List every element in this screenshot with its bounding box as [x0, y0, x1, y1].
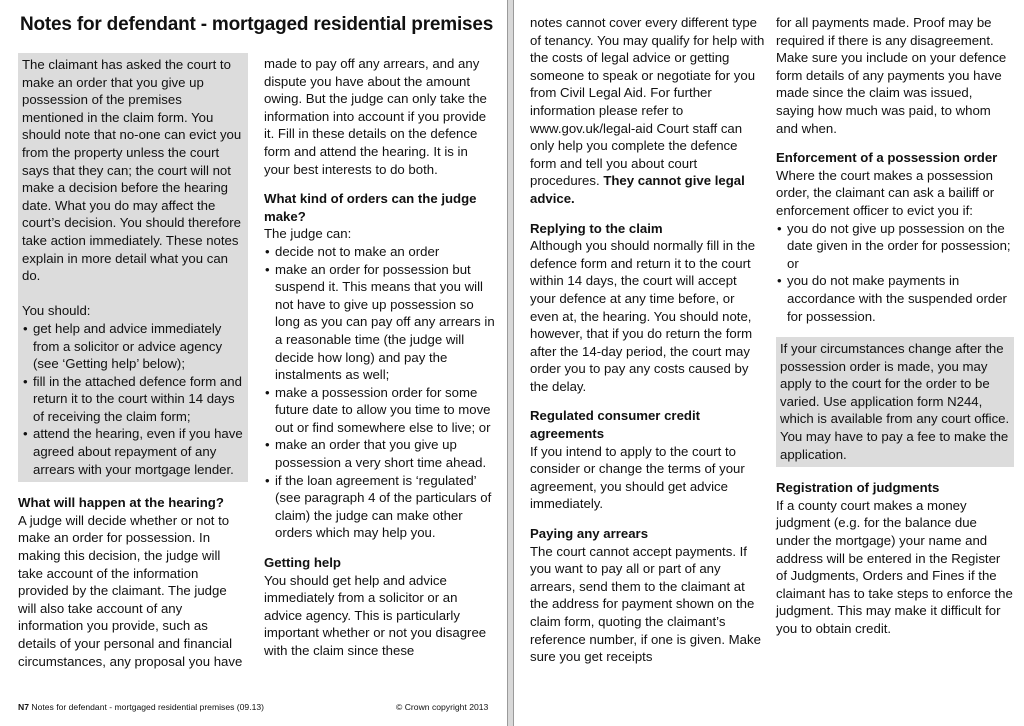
heading-paying-arrears: Paying any arrears — [530, 526, 649, 542]
heading-registration: Registration of judgments — [776, 480, 940, 496]
list-item: • if the loan agreement is ‘regulated’ (see paragraph 4 of the particulars of claim) the judge can make other orders which may help you. — [264, 472, 496, 542]
page-title: Notes for defendant - mortgaged residential premises — [20, 14, 494, 35]
enforcement-list — [776, 220, 1014, 326]
column-4 — [776, 14, 1014, 638]
right-page — [513, 0, 1024, 726]
list-item: • decide not to make an order — [264, 243, 496, 261]
heading-orders: What kind of orders can the judge make? — [264, 191, 477, 224]
heading-enforcement: Enforcement of a possession order — [776, 150, 998, 166]
form-code: N7 — [18, 702, 29, 712]
registration-text: If a county court makes a money judgment (e.g. for the balance due under the mortgage) your name and address will be entered in the Register of Judgments, Orders and Fines if the claimant has to take steps to enforce the judgment. This may make it difficult for you to obtain credit. — [776, 497, 1013, 636]
column-2 — [264, 55, 496, 660]
judge-can-label: The judge can: — [264, 226, 352, 242]
legal-aid-text: notes cannot cover every different type of tenancy. You may qualify for help with the costs of legal advice or getting someone to speak or negotiate for you from Civil Legal Aid. For further information please refer to www.gov.uk/legal-aid Court staff can only help you complete the defence form and tell you about court procedures. — [530, 15, 765, 189]
left-page — [0, 0, 508, 726]
circumstances-change-text: If your circumstances change after the possession order is made, you may apply to the court for the order to be varied. Use application form N244, which is available from any court office. You may have to pay a fee to make the application. — [780, 341, 1010, 462]
intro-box — [18, 53, 248, 482]
heading-replying: Replying to the claim — [530, 220, 663, 236]
intro-text: The claimant has asked the court to make an order that you give up possession of the premises mentioned in the claim form. You should note that no-one can evict you from the property unless the court says that they can; the court will not make a decision before the hearing date. What you do may affect the court’s decision. You should therefore take action immediately. These notes explain in more detail what you can do. — [22, 57, 242, 284]
heading-consumer-credit: Regulated consumer credit agreements — [530, 408, 701, 442]
getting-help-text: You should get help and advice immediately from a solicitor or an advice agency. This is particularly important whether or not you disagree with the claim since these — [264, 572, 487, 658]
list-item: • attend the hearing, even if you have agreed about repayment of any arrears with your mortgage lender. — [22, 425, 244, 478]
column-1 — [18, 53, 248, 670]
list-item: • make an order for possession but suspend it. This means that you will not have to give up possession so long as you can pay off any arrears in a reasonable time (the judge will decide how long) and pay the instalments as well; — [264, 261, 496, 384]
you-should-label: You should: — [22, 303, 91, 319]
list-item: • you do not give up possession on the date given in the order for possession; or — [776, 220, 1014, 273]
orders-list — [264, 243, 496, 542]
enforcement-text: Where the court makes a possession order, the claimant can ask a bailiff or enforcement officer to evict you if: — [776, 167, 995, 218]
column-4-continued-text: for all payments made. Proof may be required if there is any disagreement. Make sure you include on your defence form details of any payments you have made since the claim was issued, saying how much was paid, to whom and when. — [776, 15, 1007, 136]
list-item: • fill in the attached defence form and return it to the court within 14 days of receiving the claim form; — [22, 373, 244, 426]
heading-hearing: What will happen at the hearing? — [18, 495, 224, 511]
list-item: • make an order that you give up possession a very short time ahead. — [264, 436, 496, 471]
column-3 — [530, 14, 766, 666]
you-should-list — [22, 320, 244, 478]
paying-arrears-text: The court cannot accept payments. If you want to pay all or part of any arrears, send them to the claimant at the address for payment shown on the claim form, quoting the claimant’s reference number, if one is given. Make sure you get receipts — [530, 543, 761, 665]
replying-text: Although you should normally fill in the defence form and return it to the court within 14 days, the court will accept your defence at any time before, or even at, the hearing. You should note, however, that if you do return the form after the 14-day period, the court may order you to pay any costs caused by the delay. — [530, 238, 756, 394]
consumer-credit-text: If you intend to apply to the court to consider or change the terms of your agreement, you should get advice immediately. — [530, 443, 745, 512]
footer-copyright: © Crown copyright 2013 — [396, 702, 489, 712]
column-2-continued-text: made to pay off any arrears, and any dispute you have about the amount owing. But the judge can only take the information into account if you provide it. Fill in these details on the defence form and attend the hearing. It is in your best interests to do both. — [264, 56, 487, 177]
hearing-text: A judge will decide whether or not to make an order for possession. In making this decision, the judge will take account of the information provided by the claimant. The judge will also take account of any information you provide, such as details of your personal and financial circumstances, any proposal you have — [18, 512, 243, 669]
footer-form-reference — [18, 702, 264, 712]
form-title: Notes for defendant - mortgaged residential premises (09.13) — [31, 702, 265, 712]
list-item: • get help and advice immediately from a solicitor or advice agency (see ‘Getting help’ below); — [22, 320, 244, 373]
list-item: • make a possession order for some future date to allow you time to move out or find somewhere else to live; or — [264, 384, 496, 437]
column-3-continued-text — [530, 14, 766, 208]
list-item: • you do not make payments in accordance with the suspended order for possession. — [776, 272, 1014, 325]
no-legal-advice-text: They cannot give legal advice. — [530, 173, 745, 206]
circumstances-change-box — [776, 337, 1014, 467]
heading-getting-help: Getting help — [264, 555, 341, 571]
